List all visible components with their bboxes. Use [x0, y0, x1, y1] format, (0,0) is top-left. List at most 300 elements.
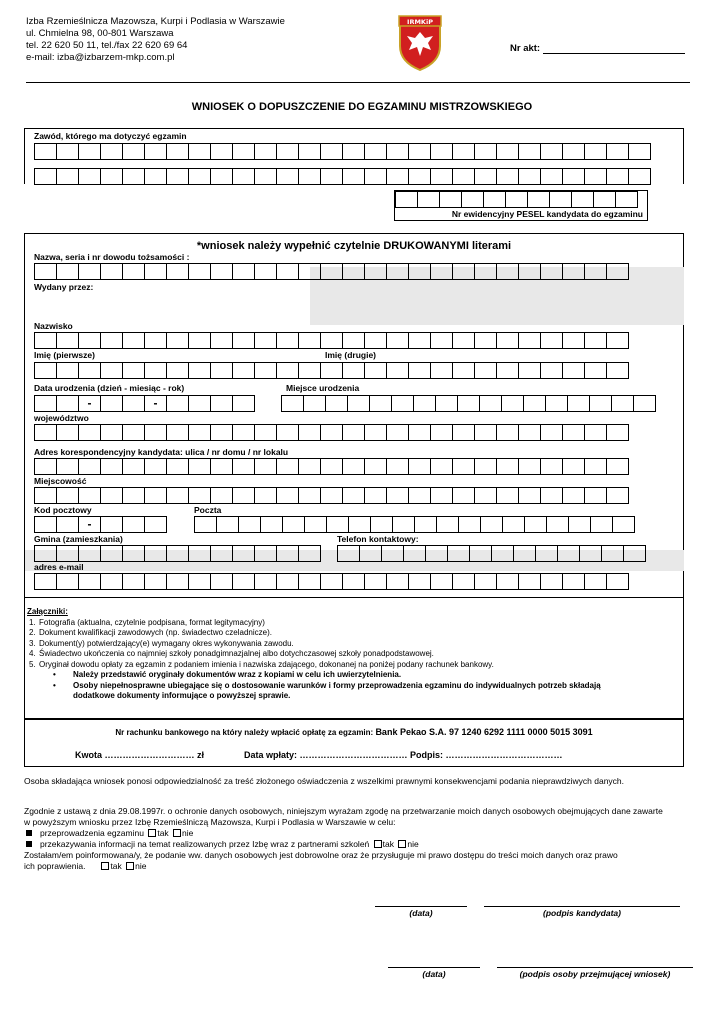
- input-cell[interactable]: [78, 362, 101, 379]
- input-cell[interactable]: [496, 263, 519, 280]
- input-cell[interactable]: [122, 545, 145, 562]
- input-cell[interactable]: [562, 143, 585, 160]
- input-cell[interactable]: [348, 516, 371, 533]
- input-cell[interactable]: [408, 143, 431, 160]
- payment-amount[interactable]: Kwota ………………………… zł: [75, 750, 205, 760]
- input-cell[interactable]: [337, 545, 360, 562]
- input-cell[interactable]: [122, 168, 145, 185]
- input-cell[interactable]: [501, 395, 524, 412]
- input-cell[interactable]: [524, 516, 547, 533]
- input-cell[interactable]: [78, 332, 101, 349]
- profession-cells-row2[interactable]: [34, 168, 650, 185]
- input-cell[interactable]: [144, 168, 167, 185]
- input-cell[interactable]: [364, 332, 387, 349]
- input-cell[interactable]: [546, 516, 569, 533]
- input-cell[interactable]: [34, 545, 57, 562]
- input-cell[interactable]: [298, 362, 321, 379]
- input-cell[interactable]: [34, 362, 57, 379]
- input-cell[interactable]: [452, 263, 475, 280]
- input-cell[interactable]: [615, 191, 638, 208]
- input-cell[interactable]: [571, 191, 594, 208]
- input-cell[interactable]: [386, 424, 409, 441]
- input-cell[interactable]: [34, 516, 57, 533]
- input-cell[interactable]: [100, 573, 123, 590]
- input-cell[interactable]: [276, 424, 299, 441]
- input-cell[interactable]: [518, 458, 541, 475]
- input-cell[interactable]: [430, 458, 453, 475]
- input-cell[interactable]: [320, 263, 343, 280]
- input-cell[interactable]: [56, 487, 79, 504]
- input-cell[interactable]: [584, 143, 607, 160]
- input-cell[interactable]: [34, 263, 57, 280]
- input-cell[interactable]: [474, 263, 497, 280]
- file-number-field[interactable]: [510, 43, 690, 54]
- input-cell[interactable]: [540, 263, 563, 280]
- input-cell[interactable]: [414, 516, 437, 533]
- input-cell[interactable]: [210, 487, 233, 504]
- input-cell[interactable]: [540, 458, 563, 475]
- input-cell[interactable]: [540, 332, 563, 349]
- input-cell[interactable]: [100, 516, 123, 533]
- input-cell[interactable]: [100, 395, 123, 412]
- input-cell[interactable]: [359, 545, 382, 562]
- input-cell[interactable]: [342, 487, 365, 504]
- exam-no-checkbox[interactable]: [173, 829, 181, 837]
- input-cell[interactable]: [606, 458, 629, 475]
- input-cell[interactable]: [479, 395, 502, 412]
- input-cell[interactable]: [342, 168, 365, 185]
- input-cell[interactable]: [276, 545, 299, 562]
- rights-yes-checkbox[interactable]: [101, 862, 109, 870]
- input-cell[interactable]: [408, 487, 431, 504]
- input-cell[interactable]: [606, 362, 629, 379]
- input-cell[interactable]: [56, 573, 79, 590]
- input-cell[interactable]: [584, 458, 607, 475]
- input-cell[interactable]: [122, 424, 145, 441]
- input-cell[interactable]: [584, 362, 607, 379]
- input-cell[interactable]: [562, 362, 585, 379]
- input-cell[interactable]: [381, 545, 404, 562]
- input-cell[interactable]: [188, 362, 211, 379]
- input-cell[interactable]: [144, 516, 167, 533]
- input-cell[interactable]: [304, 516, 327, 533]
- input-cell[interactable]: [469, 545, 492, 562]
- input-cell[interactable]: [78, 263, 101, 280]
- input-cell[interactable]: [439, 191, 462, 208]
- input-cell[interactable]: [78, 143, 101, 160]
- input-cell[interactable]: [430, 573, 453, 590]
- input-cell[interactable]: [34, 395, 57, 412]
- input-cell[interactable]: [527, 191, 550, 208]
- input-cell[interactable]: [386, 362, 409, 379]
- input-cell[interactable]: [386, 263, 409, 280]
- input-cell[interactable]: [562, 487, 585, 504]
- input-cell[interactable]: [518, 332, 541, 349]
- receiver-signature[interactable]: (podpis osoby przejmującej wniosek): [497, 967, 693, 979]
- input-cell[interactable]: [584, 332, 607, 349]
- input-cell[interactable]: [447, 545, 470, 562]
- input-cell[interactable]: [579, 545, 602, 562]
- input-cell[interactable]: [254, 362, 277, 379]
- input-cell[interactable]: [452, 143, 475, 160]
- input-cell[interactable]: [540, 573, 563, 590]
- input-cell[interactable]: [458, 516, 481, 533]
- input-cell[interactable]: [386, 458, 409, 475]
- input-cell[interactable]: [303, 395, 326, 412]
- input-cell[interactable]: [342, 143, 365, 160]
- input-cell[interactable]: [210, 263, 233, 280]
- input-cell[interactable]: [210, 458, 233, 475]
- input-cell[interactable]: [254, 168, 277, 185]
- input-cell[interactable]: [480, 516, 503, 533]
- input-cell[interactable]: [188, 424, 211, 441]
- input-cell[interactable]: [342, 263, 365, 280]
- input-cell[interactable]: [392, 516, 415, 533]
- input-cell[interactable]: [232, 487, 255, 504]
- input-cell[interactable]: [188, 573, 211, 590]
- input-cell[interactable]: [623, 545, 646, 562]
- input-cell[interactable]: [210, 545, 233, 562]
- input-cell[interactable]: [232, 458, 255, 475]
- input-cell[interactable]: [210, 424, 233, 441]
- input-cell[interactable]: [364, 263, 387, 280]
- input-cell[interactable]: [342, 573, 365, 590]
- input-cell[interactable]: [56, 362, 79, 379]
- input-cell[interactable]: [408, 263, 431, 280]
- input-cell[interactable]: [100, 168, 123, 185]
- input-cell[interactable]: [549, 191, 572, 208]
- input-cell[interactable]: [606, 573, 629, 590]
- phone-cells[interactable]: [337, 545, 645, 562]
- input-cell[interactable]: [584, 263, 607, 280]
- input-cell[interactable]: [254, 332, 277, 349]
- input-cell[interactable]: [474, 487, 497, 504]
- input-cell[interactable]: [518, 573, 541, 590]
- input-cell[interactable]: [540, 487, 563, 504]
- input-cell[interactable]: [78, 168, 101, 185]
- input-cell[interactable]: [518, 168, 541, 185]
- address-cells[interactable]: [34, 458, 628, 475]
- input-cell[interactable]: [166, 545, 189, 562]
- input-cell[interactable]: [298, 545, 321, 562]
- input-cell[interactable]: [320, 332, 343, 349]
- input-cell[interactable]: [254, 573, 277, 590]
- info-no-checkbox[interactable]: [398, 840, 406, 848]
- input-cell[interactable]: [408, 424, 431, 441]
- input-cell[interactable]: [260, 516, 283, 533]
- input-cell[interactable]: [606, 263, 629, 280]
- input-cell[interactable]: [100, 332, 123, 349]
- input-cell[interactable]: [325, 395, 348, 412]
- input-cell[interactable]: [457, 395, 480, 412]
- input-cell[interactable]: [606, 168, 629, 185]
- input-cell[interactable]: [166, 168, 189, 185]
- input-cell[interactable]: [496, 573, 519, 590]
- input-cell[interactable]: [562, 424, 585, 441]
- input-cell[interactable]: [166, 332, 189, 349]
- input-cell[interactable]: [254, 143, 277, 160]
- date-signature-1[interactable]: (data): [375, 906, 467, 918]
- input-cell[interactable]: [606, 332, 629, 349]
- input-cell[interactable]: [34, 573, 57, 590]
- input-cell[interactable]: [188, 395, 211, 412]
- input-cell[interactable]: [518, 362, 541, 379]
- input-cell[interactable]: [122, 487, 145, 504]
- input-cell[interactable]: [188, 143, 211, 160]
- input-cell[interactable]: [535, 545, 558, 562]
- input-cell[interactable]: [34, 424, 57, 441]
- id-document-cells[interactable]: [34, 263, 628, 280]
- input-cell[interactable]: [144, 332, 167, 349]
- input-cell[interactable]: [386, 573, 409, 590]
- input-cell[interactable]: [320, 573, 343, 590]
- voivodeship-cells[interactable]: [34, 424, 628, 441]
- info-yes-checkbox[interactable]: [374, 840, 382, 848]
- input-cell[interactable]: [386, 487, 409, 504]
- birth-place-cells[interactable]: [281, 395, 655, 412]
- input-cell[interactable]: [408, 362, 431, 379]
- input-cell[interactable]: [364, 458, 387, 475]
- input-cell[interactable]: [540, 168, 563, 185]
- input-cell[interactable]: [56, 168, 79, 185]
- input-cell[interactable]: [430, 424, 453, 441]
- input-cell[interactable]: [430, 487, 453, 504]
- input-cell[interactable]: [100, 545, 123, 562]
- input-cell[interactable]: [34, 168, 57, 185]
- input-cell[interactable]: [100, 263, 123, 280]
- input-cell[interactable]: [210, 143, 233, 160]
- input-cell[interactable]: [56, 424, 79, 441]
- input-cell[interactable]: [364, 168, 387, 185]
- input-cell[interactable]: [452, 332, 475, 349]
- input-cell[interactable]: [122, 395, 145, 412]
- input-cell[interactable]: [425, 545, 448, 562]
- input-cell[interactable]: [633, 395, 656, 412]
- input-cell[interactable]: [364, 573, 387, 590]
- input-cell[interactable]: [298, 573, 321, 590]
- commune-cells[interactable]: [34, 545, 320, 562]
- input-cell[interactable]: [210, 332, 233, 349]
- input-cell[interactable]: [540, 362, 563, 379]
- input-cell[interactable]: [166, 143, 189, 160]
- input-cell[interactable]: [166, 458, 189, 475]
- input-cell[interactable]: [188, 263, 211, 280]
- input-cell[interactable]: [584, 424, 607, 441]
- postal-code-cells[interactable]: [34, 516, 166, 533]
- input-cell[interactable]: [320, 362, 343, 379]
- input-cell[interactable]: [408, 168, 431, 185]
- input-cell[interactable]: [391, 395, 414, 412]
- input-cell[interactable]: [452, 573, 475, 590]
- input-cell[interactable]: [505, 191, 528, 208]
- input-cell[interactable]: [474, 143, 497, 160]
- input-cell[interactable]: [513, 545, 536, 562]
- input-cell[interactable]: [232, 573, 255, 590]
- input-cell[interactable]: [452, 458, 475, 475]
- profession-cells-row1[interactable]: [34, 143, 650, 160]
- exam-yes-checkbox[interactable]: [148, 829, 156, 837]
- input-cell[interactable]: [408, 332, 431, 349]
- input-cell[interactable]: [232, 395, 255, 412]
- input-cell[interactable]: [232, 362, 255, 379]
- input-cell[interactable]: [584, 573, 607, 590]
- input-cell[interactable]: [210, 573, 233, 590]
- input-cell[interactable]: [210, 362, 233, 379]
- input-cell[interactable]: -: [78, 395, 101, 412]
- input-cell[interactable]: [210, 395, 233, 412]
- input-cell[interactable]: [417, 191, 440, 208]
- input-cell[interactable]: [326, 516, 349, 533]
- input-cell[interactable]: [628, 143, 651, 160]
- input-cell[interactable]: [144, 362, 167, 379]
- input-cell[interactable]: [232, 143, 255, 160]
- input-cell[interactable]: [606, 487, 629, 504]
- input-cell[interactable]: [430, 362, 453, 379]
- input-cell[interactable]: [320, 458, 343, 475]
- input-cell[interactable]: [100, 362, 123, 379]
- input-cell[interactable]: [78, 424, 101, 441]
- input-cell[interactable]: [496, 424, 519, 441]
- input-cell[interactable]: [188, 332, 211, 349]
- input-cell[interactable]: [232, 332, 255, 349]
- input-cell[interactable]: [370, 516, 393, 533]
- input-cell[interactable]: [56, 263, 79, 280]
- input-cell[interactable]: [408, 458, 431, 475]
- candidate-signature[interactable]: (podpis kandydata): [484, 906, 680, 918]
- input-cell[interactable]: [34, 332, 57, 349]
- input-cell[interactable]: [122, 458, 145, 475]
- input-cell[interactable]: [282, 516, 305, 533]
- input-cell[interactable]: [369, 395, 392, 412]
- input-cell[interactable]: [78, 573, 101, 590]
- input-cell[interactable]: [408, 573, 431, 590]
- input-cell[interactable]: [474, 362, 497, 379]
- surname-cells[interactable]: [34, 332, 628, 349]
- input-cell[interactable]: [166, 573, 189, 590]
- input-cell[interactable]: [78, 545, 101, 562]
- input-cell[interactable]: [474, 458, 497, 475]
- input-cell[interactable]: [430, 332, 453, 349]
- input-cell[interactable]: [342, 424, 365, 441]
- input-cell[interactable]: [78, 458, 101, 475]
- input-cell[interactable]: [298, 458, 321, 475]
- input-cell[interactable]: [601, 545, 624, 562]
- input-cell[interactable]: [430, 168, 453, 185]
- input-cell[interactable]: [452, 487, 475, 504]
- input-cell[interactable]: [568, 516, 591, 533]
- input-cell[interactable]: [232, 168, 255, 185]
- input-cell[interactable]: [452, 168, 475, 185]
- input-cell[interactable]: [461, 191, 484, 208]
- input-cell[interactable]: [540, 143, 563, 160]
- input-cell[interactable]: [78, 487, 101, 504]
- input-cell[interactable]: [298, 424, 321, 441]
- input-cell[interactable]: [562, 458, 585, 475]
- input-cell[interactable]: [188, 168, 211, 185]
- input-cell[interactable]: [276, 458, 299, 475]
- input-cell[interactable]: [188, 487, 211, 504]
- input-cell[interactable]: [276, 362, 299, 379]
- input-cell[interactable]: [56, 516, 79, 533]
- input-cell[interactable]: [122, 516, 145, 533]
- input-cell[interactable]: [474, 424, 497, 441]
- input-cell[interactable]: [100, 424, 123, 441]
- input-cell[interactable]: [188, 458, 211, 475]
- input-cell[interactable]: [320, 168, 343, 185]
- input-cell[interactable]: [483, 191, 506, 208]
- input-cell[interactable]: [518, 143, 541, 160]
- input-cell[interactable]: [122, 332, 145, 349]
- input-cell[interactable]: [342, 458, 365, 475]
- input-cell[interactable]: [144, 424, 167, 441]
- input-cell[interactable]: [144, 573, 167, 590]
- rights-no-checkbox[interactable]: [126, 862, 134, 870]
- input-cell[interactable]: [496, 487, 519, 504]
- input-cell[interactable]: [435, 395, 458, 412]
- input-cell[interactable]: [238, 516, 261, 533]
- input-cell[interactable]: [386, 332, 409, 349]
- input-cell[interactable]: [276, 263, 299, 280]
- input-cell[interactable]: [34, 143, 57, 160]
- input-cell[interactable]: [216, 516, 239, 533]
- input-cell[interactable]: [436, 516, 459, 533]
- input-cell[interactable]: [523, 395, 546, 412]
- input-cell[interactable]: [496, 458, 519, 475]
- input-cell[interactable]: [56, 458, 79, 475]
- input-cell[interactable]: [298, 487, 321, 504]
- input-cell[interactable]: [320, 487, 343, 504]
- input-cell[interactable]: [254, 458, 277, 475]
- input-cell[interactable]: [611, 395, 634, 412]
- email-cells[interactable]: [34, 573, 628, 590]
- input-cell[interactable]: [254, 263, 277, 280]
- input-cell[interactable]: [166, 395, 189, 412]
- input-cell[interactable]: [606, 143, 629, 160]
- input-cell[interactable]: [254, 424, 277, 441]
- input-cell[interactable]: [491, 545, 514, 562]
- input-cell[interactable]: [232, 545, 255, 562]
- input-cell[interactable]: [567, 395, 590, 412]
- name-cells[interactable]: [34, 362, 628, 379]
- input-cell[interactable]: [496, 168, 519, 185]
- date-signature-2[interactable]: (data): [388, 967, 480, 979]
- input-cell[interactable]: [254, 487, 277, 504]
- input-cell[interactable]: [281, 395, 304, 412]
- input-cell[interactable]: [144, 545, 167, 562]
- input-cell[interactable]: [364, 143, 387, 160]
- input-cell[interactable]: [298, 143, 321, 160]
- input-cell[interactable]: [320, 143, 343, 160]
- input-cell[interactable]: [166, 424, 189, 441]
- input-cell[interactable]: [364, 362, 387, 379]
- input-cell[interactable]: [166, 263, 189, 280]
- input-cell[interactable]: [342, 362, 365, 379]
- payment-date-signature[interactable]: Data wpłaty: ……………………………… Podpis: …………………………………: [244, 750, 563, 760]
- input-cell[interactable]: [232, 424, 255, 441]
- input-cell[interactable]: [56, 332, 79, 349]
- input-cell[interactable]: [254, 545, 277, 562]
- input-cell[interactable]: [496, 362, 519, 379]
- input-cell[interactable]: [413, 395, 436, 412]
- input-cell[interactable]: [320, 424, 343, 441]
- input-cell[interactable]: [276, 143, 299, 160]
- input-cell[interactable]: [590, 516, 613, 533]
- input-cell[interactable]: [56, 395, 79, 412]
- input-cell[interactable]: [298, 332, 321, 349]
- input-cell[interactable]: [144, 487, 167, 504]
- birth-date-cells[interactable]: [34, 395, 254, 412]
- input-cell[interactable]: [496, 143, 519, 160]
